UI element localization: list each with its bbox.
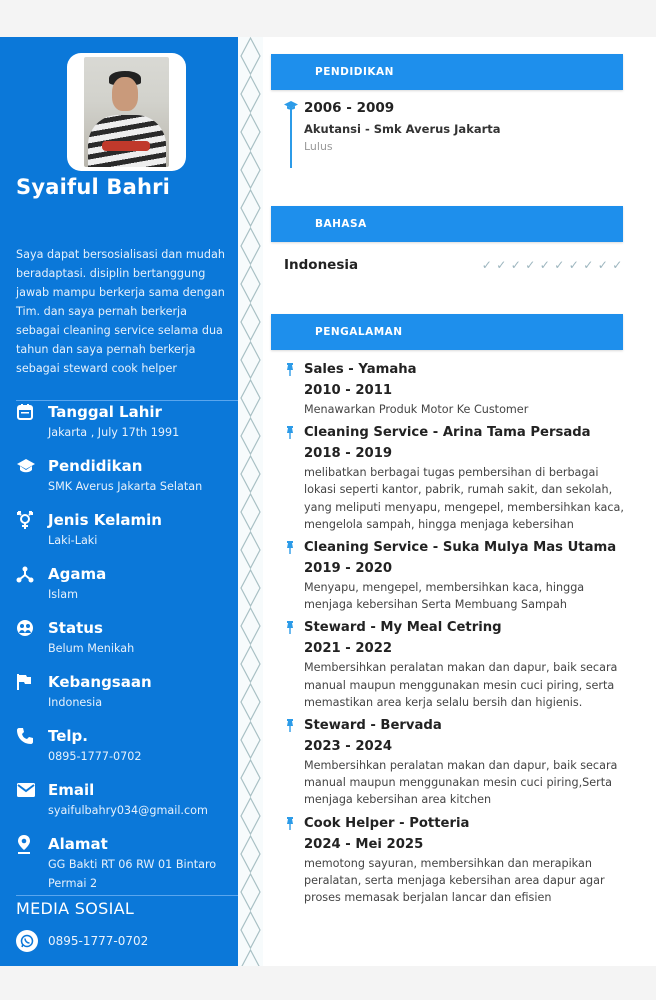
check-icon: ✓: [612, 258, 623, 272]
flag-icon: [16, 672, 38, 692]
check-icon: ✓: [554, 258, 565, 272]
section-header-language: BAHASA: [271, 206, 623, 242]
info-nationality: [16, 671, 238, 712]
info-value: SMK Averus Jakarta Selatan: [48, 480, 203, 493]
pushpin-icon: [285, 361, 295, 380]
info-birth: [16, 401, 238, 442]
job-period: 2010 - 2011: [304, 383, 393, 398]
job-description: Menawarkan Produk Motor Ke Customer: [304, 403, 529, 416]
info-education: [16, 455, 238, 496]
info-value: Jakarta , July 17th 1991: [48, 426, 180, 439]
info-address: [16, 833, 238, 893]
experience-list: [283, 359, 633, 910]
pushpin-icon: [285, 815, 295, 834]
check-icon: ✓: [496, 258, 507, 272]
religion-icon: [16, 564, 38, 584]
education-period: 2006 - 2009: [304, 100, 395, 116]
info-email: [16, 779, 238, 820]
info-label: Jenis Kelamin: [48, 511, 162, 529]
section-header-experience: PENGALAMAN: [271, 314, 623, 350]
job-period: 2021 - 2022: [304, 641, 393, 657]
info-label: Email: [48, 781, 95, 799]
pushpin-icon: [285, 717, 295, 736]
experience-item: [283, 537, 633, 613]
job-period: 2019 - 2020: [304, 561, 393, 577]
info-label: Agama: [48, 565, 107, 583]
info-label: Pendidikan: [48, 457, 143, 475]
check-icon: ✓: [510, 258, 521, 272]
job-title: Cleaning Service - Suka Mulya Mas Utama: [304, 540, 617, 556]
check-icon: ✓: [568, 258, 579, 272]
divider: [16, 895, 238, 896]
info-value: Indonesia: [48, 696, 103, 709]
job-description: Membersihkan peralatan makan dan dapur, baik secara manual maupun menggunakan mesin cuci piring, serta memastikan area kerja selalu bersih dan higienis.: [304, 661, 618, 709]
job-title: Steward - My Meal Cetring: [304, 620, 502, 636]
pushpin-icon: [285, 539, 295, 558]
cv-page: [0, 37, 656, 966]
language-name: Indonesia: [284, 257, 359, 273]
graduation-cap-icon: [16, 456, 38, 476]
job-period: 2023 - 2024: [304, 739, 393, 755]
check-icon: ✓: [597, 258, 608, 272]
sidebar: [0, 37, 238, 966]
profile-name: Syaiful Bahri: [16, 175, 171, 199]
info-religion: [16, 563, 238, 604]
job-title: Cleaning Service - Arina Tama Persada: [304, 425, 591, 441]
social-title: MEDIA SOSIAL: [16, 899, 135, 918]
check-icon: ✓: [481, 258, 492, 272]
info-value: 0895-1777-0702: [48, 750, 142, 763]
info-status: [16, 617, 238, 658]
location-pin-icon: [16, 834, 38, 854]
experience-item: [283, 813, 633, 907]
education-status: Lulus: [304, 140, 333, 153]
social-whatsapp: [16, 930, 148, 952]
info-gender: [16, 509, 238, 550]
profile-photo-frame: [67, 53, 186, 171]
info-value: syaifulbahry034@gmail.com: [48, 804, 208, 817]
experience-item: [283, 715, 633, 809]
status-icon: [16, 618, 38, 638]
info-value: Belum Menikah: [48, 642, 135, 655]
language-item: [284, 257, 624, 273]
section-header-education: PENDIDIKAN: [271, 54, 623, 90]
gender-icon: [16, 510, 38, 530]
check-icon: ✓: [583, 258, 594, 272]
experience-item: [283, 422, 633, 533]
info-phone: [16, 725, 238, 766]
job-period: 2024 - Mei 2025: [304, 836, 424, 852]
pushpin-icon: [285, 424, 295, 443]
job-title: Steward - Bervada: [304, 718, 442, 734]
whatsapp-icon: [16, 930, 38, 952]
info-label: Telp.: [48, 727, 88, 745]
info-label: Tanggal Lahir: [48, 403, 162, 421]
job-description: Menyapu, mengepel, membersihkan kaca, hingga menjaga kebersihan Serta Membuang Sampah: [304, 581, 585, 612]
education-program: Akutansi - Smk Averus Jakarta: [304, 122, 501, 136]
info-label: Status: [48, 619, 103, 637]
phone-icon: [16, 726, 38, 746]
email-icon: [16, 780, 38, 800]
experience-item: [283, 359, 633, 418]
info-value: GG Bakti RT 06 RW 01 Bintaro Permai 2: [48, 858, 217, 890]
check-icon: ✓: [525, 258, 536, 272]
job-description: melibatkan berbagai tugas pembersihan di berbagai lokasi seperti kantor, pabrik, rumah sakit, dan sekolah, yang meliputi menyapu, mengepel, membersihkan kaca, mengelola sampah, hingga menjaga kebersihan: [304, 466, 624, 531]
profile-photo: [84, 57, 169, 167]
whatsapp-number: 0895-1777-0702: [48, 934, 149, 948]
education-item: [283, 97, 501, 155]
job-title: Cook Helper - Potteria: [304, 815, 470, 831]
profile-about: Saya dapat bersosialisasi dan mudah beradaptasi. disiplin bertanggung jawab mampu berkerja sama dengan Tim. dan saya pernah berkerja sebagai cleaning service selama dua tahun dan saya pernah berkerja sebagai steward cook helper: [16, 248, 225, 375]
info-value: Islam: [48, 588, 78, 601]
job-title: Sales - Yamaha: [304, 362, 417, 377]
main-content: [263, 37, 656, 966]
job-description: memotong sayuran, membersihkan dan merapikan peralatan, serta menjaga kebersihan area dapur agar proses memasak berjalan lancar dan efisien: [304, 856, 605, 905]
language-rating: [480, 258, 624, 272]
job-period: 2018 - 2019: [304, 446, 393, 462]
pushpin-icon: [285, 619, 295, 638]
check-icon: ✓: [539, 258, 550, 272]
graduation-cap-icon: [283, 97, 299, 116]
calendar-icon: [16, 402, 38, 422]
job-description: Membersihkan peralatan makan dan dapur, baik secara manual maupun menggunakan mesin cuci piring,Serta menjaga kebersihan area kitchen: [304, 759, 618, 807]
info-label: Kebangsaan: [48, 673, 152, 691]
info-label: Alamat: [48, 835, 108, 853]
experience-item: [283, 617, 633, 711]
diamond-border-strip: [238, 37, 263, 966]
info-value: Laki-Laki: [48, 534, 98, 547]
